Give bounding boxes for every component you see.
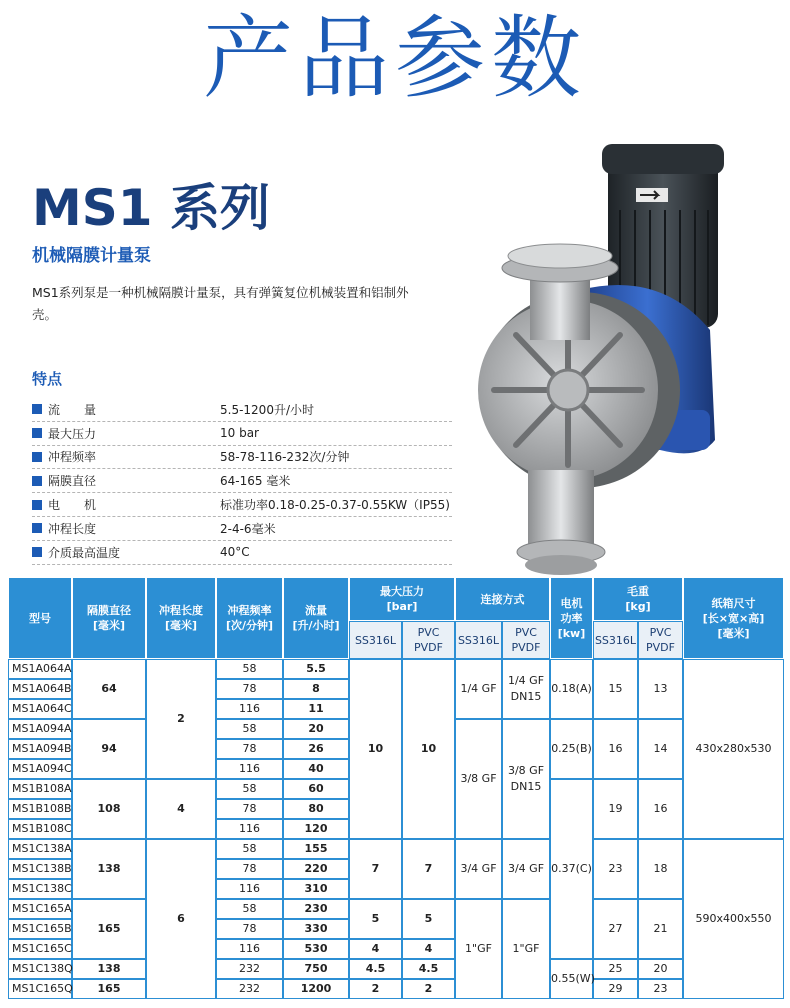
cell-flow: 26	[283, 739, 349, 759]
bullet-icon	[32, 500, 42, 510]
cell-flow: 8	[283, 679, 349, 699]
cell-frequency: 232	[216, 979, 283, 999]
cell-line: 3/8 GF	[507, 764, 545, 777]
feature-row-temperature	[32, 541, 452, 565]
cell-flow: 20	[283, 719, 349, 739]
cell-model: MS1C165C	[8, 939, 72, 959]
header-unit: [升/小时]	[292, 619, 340, 632]
cell-flow: 230	[283, 899, 349, 919]
cell-pressure-pvc: 2	[402, 979, 455, 999]
cell-flow: 1200	[283, 979, 349, 999]
bullet-icon	[32, 452, 42, 462]
cell-flow: 220	[283, 859, 349, 879]
header-line: 冲程长度	[159, 604, 203, 617]
col-header-connection: 连接方式	[455, 577, 550, 621]
header-unit: [bar]	[386, 600, 418, 613]
cell-conn-pvc: 3/4 GF	[502, 839, 550, 899]
table-row	[8, 659, 784, 679]
cell-flow: 750	[283, 959, 349, 979]
cell-conn-ss: 1/4 GF	[455, 659, 502, 719]
cell-weight-ss: 27	[593, 899, 638, 959]
cell-frequency: 232	[216, 959, 283, 979]
header-line: 毛重	[627, 585, 649, 598]
cell-model: MS1C138C	[8, 879, 72, 899]
feature-value: 40°C	[220, 545, 250, 560]
header-line: 隔膜直径	[87, 604, 131, 617]
feature-label: 冲程长度	[48, 521, 97, 536]
col-header-stroke	[146, 577, 216, 659]
cell-flow: 530	[283, 939, 349, 959]
header-unit: [kg]	[625, 600, 651, 613]
cell-stroke: 6	[146, 839, 216, 999]
cell-model: MS1C138A	[8, 839, 72, 859]
cell-diaphragm: 165	[72, 979, 146, 999]
header-unit: [kw]	[557, 626, 586, 640]
cell-model: MS1B108C	[8, 819, 72, 839]
cell-model: MS1A064A	[8, 659, 72, 679]
cell-motor: 0.55(W)	[550, 959, 593, 999]
cell-flow: 155	[283, 839, 349, 859]
cell-frequency: 58	[216, 839, 283, 859]
bullet-icon	[32, 428, 42, 438]
cell-frequency: 58	[216, 719, 283, 739]
sub-header-pvc	[502, 621, 550, 659]
sub-header-ss316l: SS316L	[349, 621, 402, 659]
cell-model: MS1C138Q	[8, 959, 72, 979]
cell-flow: 40	[283, 759, 349, 779]
cell-diaphragm: 138	[72, 839, 146, 899]
table-row	[8, 839, 784, 859]
upper-flange-top	[508, 244, 612, 268]
cell-line: DN15	[510, 690, 542, 703]
header-line: 电机	[560, 596, 583, 610]
cell-model: MS1C165B	[8, 919, 72, 939]
cell-motor: 0.25(B)	[550, 719, 593, 779]
cell-conn-pvc: 1"GF	[502, 899, 550, 999]
bullet-icon	[32, 547, 42, 557]
header-line: 功率	[560, 611, 583, 625]
cell-frequency: 78	[216, 859, 283, 879]
cell-frequency: 58	[216, 779, 283, 799]
header-line: PVDF	[646, 641, 675, 654]
cell-pressure-pvc: 7	[402, 839, 455, 899]
cell-model: MS1A064C	[8, 699, 72, 719]
cell-frequency: 78	[216, 799, 283, 819]
spec-table	[8, 577, 784, 999]
bullet-icon	[32, 404, 42, 414]
col-header-model: 型号	[8, 577, 72, 659]
product-description: MS1系列泵是一种机械隔膜计量泵，具有弹簧复位机械装置和铝制外壳。	[32, 285, 409, 322]
feature-value: 标准功率0.18-0.25-0.37-0.55KW（IP55)	[220, 498, 450, 513]
table-row	[8, 899, 784, 919]
bullet-icon	[32, 476, 42, 486]
cell-conn-ss: 3/4 GF	[455, 839, 502, 899]
header-line: PVC	[649, 626, 672, 639]
cell-diaphragm: 94	[72, 719, 146, 779]
cell-pressure-ss: 4.5	[349, 959, 402, 979]
feature-row-diaphragm	[32, 469, 452, 493]
feature-value: 64-165 毫米	[220, 474, 291, 489]
cell-stroke: 4	[146, 779, 216, 839]
cell-pressure-ss: 2	[349, 979, 402, 999]
cell-weight-pvc: 23	[638, 979, 683, 999]
cell-weight-pvc: 20	[638, 959, 683, 979]
cell-model: MS1B108B	[8, 799, 72, 819]
feature-row-frequency	[32, 446, 452, 470]
header-unit: [长×宽×高]	[702, 611, 765, 625]
cell-flow: 310	[283, 879, 349, 899]
cell-motor: 0.37(C)	[550, 779, 593, 959]
cell-flow: 60	[283, 779, 349, 799]
col-header-box	[683, 577, 784, 659]
page-title: 产品参数	[203, 6, 587, 111]
header-line: PVDF	[414, 641, 443, 654]
header-line: PVDF	[511, 641, 541, 654]
sub-header-pvc	[638, 621, 683, 659]
cell-box: 430x280x530	[683, 659, 784, 839]
feature-row-flow	[32, 398, 452, 422]
cell-weight-ss: 29	[593, 979, 638, 999]
feature-value: 5.5-1200升/小时	[220, 402, 314, 417]
header-line: 冲程频率	[227, 604, 272, 617]
cell-frequency: 58	[216, 659, 283, 679]
cell-weight-pvc: 16	[638, 779, 683, 839]
cell-pressure-ss: 7	[349, 839, 402, 899]
cell-model: MS1C165Q	[8, 979, 72, 999]
feature-label: 流 量	[48, 402, 97, 417]
product-subtitle: 机械隔膜计量泵	[32, 246, 151, 266]
cell-frequency: 78	[216, 679, 283, 699]
cell-frequency: 78	[216, 919, 283, 939]
bullet-icon	[32, 523, 42, 533]
cell-diaphragm: 165	[72, 899, 146, 959]
cell-pressure-pvc: 4	[402, 939, 455, 959]
cell-flow: 330	[283, 919, 349, 939]
cell-pressure-pvc: 5	[402, 899, 455, 939]
cell-pressure-ss: 5	[349, 899, 402, 939]
cell-flow: 11	[283, 699, 349, 719]
cell-motor: 0.18(A)	[550, 659, 593, 719]
features-heading: 特点	[32, 370, 63, 388]
cell-model: MS1C138B	[8, 859, 72, 879]
header-line: 纸箱尺寸	[711, 596, 756, 610]
cell-model: MS1A094C	[8, 759, 72, 779]
header-line: PVC	[515, 626, 537, 639]
cell-frequency: 116	[216, 759, 283, 779]
header-line: PVC	[417, 626, 440, 639]
cell-diaphragm: 138	[72, 959, 146, 979]
header-unit: [毫米]	[717, 626, 750, 640]
feature-row-stroke	[32, 517, 452, 541]
header-unit: [毫米]	[164, 619, 198, 632]
cell-weight-pvc: 18	[638, 839, 683, 899]
cell-frequency: 58	[216, 899, 283, 919]
feature-label: 冲程频率	[48, 450, 97, 465]
feature-value: 58-78-116-232次/分钟	[220, 450, 350, 465]
feature-row-pressure	[32, 422, 452, 446]
cell-weight-ss: 25	[593, 959, 638, 979]
cell-weight-pvc: 21	[638, 899, 683, 959]
features-list	[32, 398, 452, 565]
feature-label: 隔膜直径	[48, 474, 97, 489]
cell-pressure-ss: 4	[349, 939, 402, 959]
cell-frequency: 116	[216, 879, 283, 899]
header-line: 最大压力	[380, 585, 424, 598]
col-header-motor	[550, 577, 593, 659]
sub-header-pvc	[402, 621, 455, 659]
cell-weight-ss: 15	[593, 659, 638, 719]
sub-header-ss316l: SS316L	[593, 621, 638, 659]
table-row	[8, 979, 784, 999]
pump-image	[460, 140, 760, 580]
cell-model: MS1A094A	[8, 719, 72, 739]
cell-conn-pvc	[502, 719, 550, 839]
cell-weight-ss: 23	[593, 839, 638, 899]
diaphragm-hub	[548, 370, 588, 410]
cell-weight-ss: 19	[593, 779, 638, 839]
feature-row-motor	[32, 493, 452, 517]
cell-diaphragm: 108	[72, 779, 146, 839]
feature-label: 电 机	[48, 498, 97, 513]
feature-value: 10 bar	[220, 426, 259, 441]
cell-weight-ss: 16	[593, 719, 638, 779]
feature-label: 介质最高温度	[48, 545, 121, 560]
cell-model: MS1A064B	[8, 679, 72, 699]
feature-value: 2-4-6毫米	[220, 521, 276, 536]
cell-line: 1/4 GF	[507, 674, 545, 687]
cell-model: MS1B108A	[8, 779, 72, 799]
cell-model: MS1A094B	[8, 739, 72, 759]
table-row	[8, 959, 784, 979]
sub-header-ss316l: SS316L	[455, 621, 502, 659]
cell-model: MS1C165A	[8, 899, 72, 919]
series-title: MS1 系列	[32, 179, 270, 237]
col-header-frequency	[216, 577, 283, 659]
cell-stroke: 2	[146, 659, 216, 779]
col-header-flow	[283, 577, 349, 659]
cell-conn-ss: 1"GF	[455, 899, 502, 999]
header-line: 流量	[305, 604, 327, 617]
col-header-diaphragm	[72, 577, 146, 659]
col-header-weight	[593, 577, 683, 621]
cell-flow: 5.5	[283, 659, 349, 679]
col-header-pressure	[349, 577, 455, 621]
cell-weight-pvc: 13	[638, 659, 683, 719]
cell-conn-ss: 3/8 GF	[455, 719, 502, 839]
cell-conn-pvc	[502, 659, 550, 719]
cell-frequency: 116	[216, 699, 283, 719]
cell-diaphragm: 64	[72, 659, 146, 719]
lower-valve	[528, 470, 594, 550]
cell-frequency: 116	[216, 819, 283, 839]
cell-flow: 120	[283, 819, 349, 839]
header-unit: [次/分钟]	[225, 619, 274, 632]
cell-frequency: 116	[216, 939, 283, 959]
feature-label: 最大压力	[48, 426, 97, 441]
header-unit: [毫米]	[92, 619, 126, 632]
cell-box: 590x400x550	[683, 839, 784, 999]
cell-flow: 80	[283, 799, 349, 819]
cell-weight-pvc: 14	[638, 719, 683, 779]
cell-line: DN15	[510, 780, 542, 793]
cell-pressure-pvc: 10	[402, 659, 455, 839]
cell-frequency: 78	[216, 739, 283, 759]
motor-cap	[602, 144, 724, 174]
cell-pressure-ss: 10	[349, 659, 402, 839]
cell-pressure-pvc: 4.5	[402, 959, 455, 979]
lower-flange-bottom	[525, 555, 597, 575]
